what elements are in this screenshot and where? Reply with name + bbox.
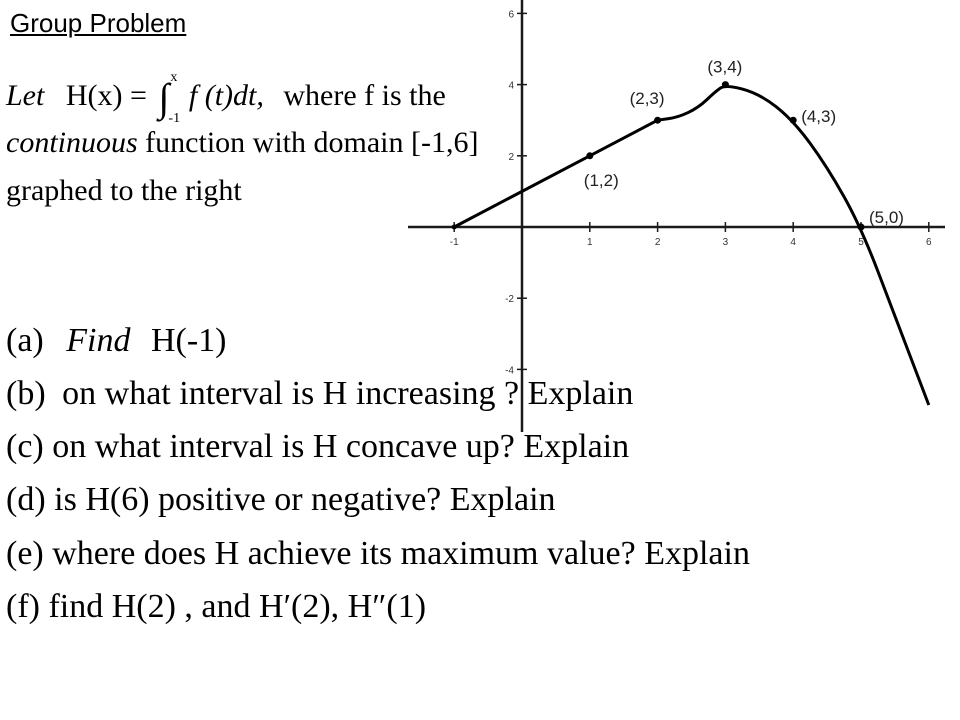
data-point <box>586 152 593 159</box>
continuous-word: continuous <box>6 126 138 159</box>
y-tick-label: 6 <box>508 9 514 21</box>
question-label: (d) <box>6 481 46 518</box>
point-label: (3,4) <box>707 57 743 77</box>
domain-text: function with domain <box>145 126 404 159</box>
x-tick-label: 1 <box>587 237 593 248</box>
point-label: (1,2) <box>583 170 619 190</box>
question-label: (f) <box>6 588 40 625</box>
data-point <box>654 117 661 124</box>
h-of-x: H(x) <box>65 79 123 112</box>
data-point <box>858 224 865 231</box>
domain-interval: [-1,6] <box>410 126 479 159</box>
x-tick-label: 2 <box>654 237 661 248</box>
y-tick-label: 2 <box>508 151 514 163</box>
x-tick-label: -1 <box>449 237 459 248</box>
data-point <box>722 81 729 88</box>
x-tick-label: 3 <box>722 237 729 248</box>
question-label: (b) <box>6 375 46 412</box>
question-text: where does H achieve its maximum value? Explain <box>52 535 750 572</box>
let-word: Let <box>6 79 45 112</box>
page-title: Group Problem <box>10 8 187 38</box>
point-label: (4,3) <box>801 107 837 127</box>
curve-start-point <box>452 225 457 230</box>
equals-sign: = <box>130 79 147 112</box>
question-label: (c) <box>6 428 44 465</box>
lower-limit: -1 <box>168 111 181 126</box>
point-label: (5,0) <box>869 208 904 227</box>
question-text: on what interval is H concave up? Explain <box>52 428 630 465</box>
definition-line-3: graphed to the right <box>6 174 242 207</box>
question-text: find H(2) , and H′(2), H″(1) <box>48 588 427 625</box>
integral-sign: ∫ x -1 <box>158 70 181 126</box>
point-label: (2,3) <box>629 89 665 109</box>
question-label: (e) <box>6 535 44 572</box>
upper-limit: x <box>170 70 178 85</box>
question-text: on what interval is H increasing ? Explain <box>62 375 634 412</box>
x-tick-label: 5 <box>858 237 864 248</box>
data-point <box>790 117 797 124</box>
where-text: where f is the <box>283 79 446 112</box>
y-tick-label: -4 <box>505 365 514 377</box>
y-tick-label: -2 <box>505 294 514 306</box>
question-find: Find <box>66 322 131 359</box>
question-label: (a) <box>6 322 44 359</box>
x-tick-label: 6 <box>926 237 932 248</box>
y-tick-label: 4 <box>508 80 514 92</box>
x-tick-label: 4 <box>790 237 796 248</box>
integrand: f (t)dt, <box>188 79 264 112</box>
question-text: is H(6) positive or negative? Explain <box>54 481 556 518</box>
question-text: H(-1) <box>150 322 227 359</box>
